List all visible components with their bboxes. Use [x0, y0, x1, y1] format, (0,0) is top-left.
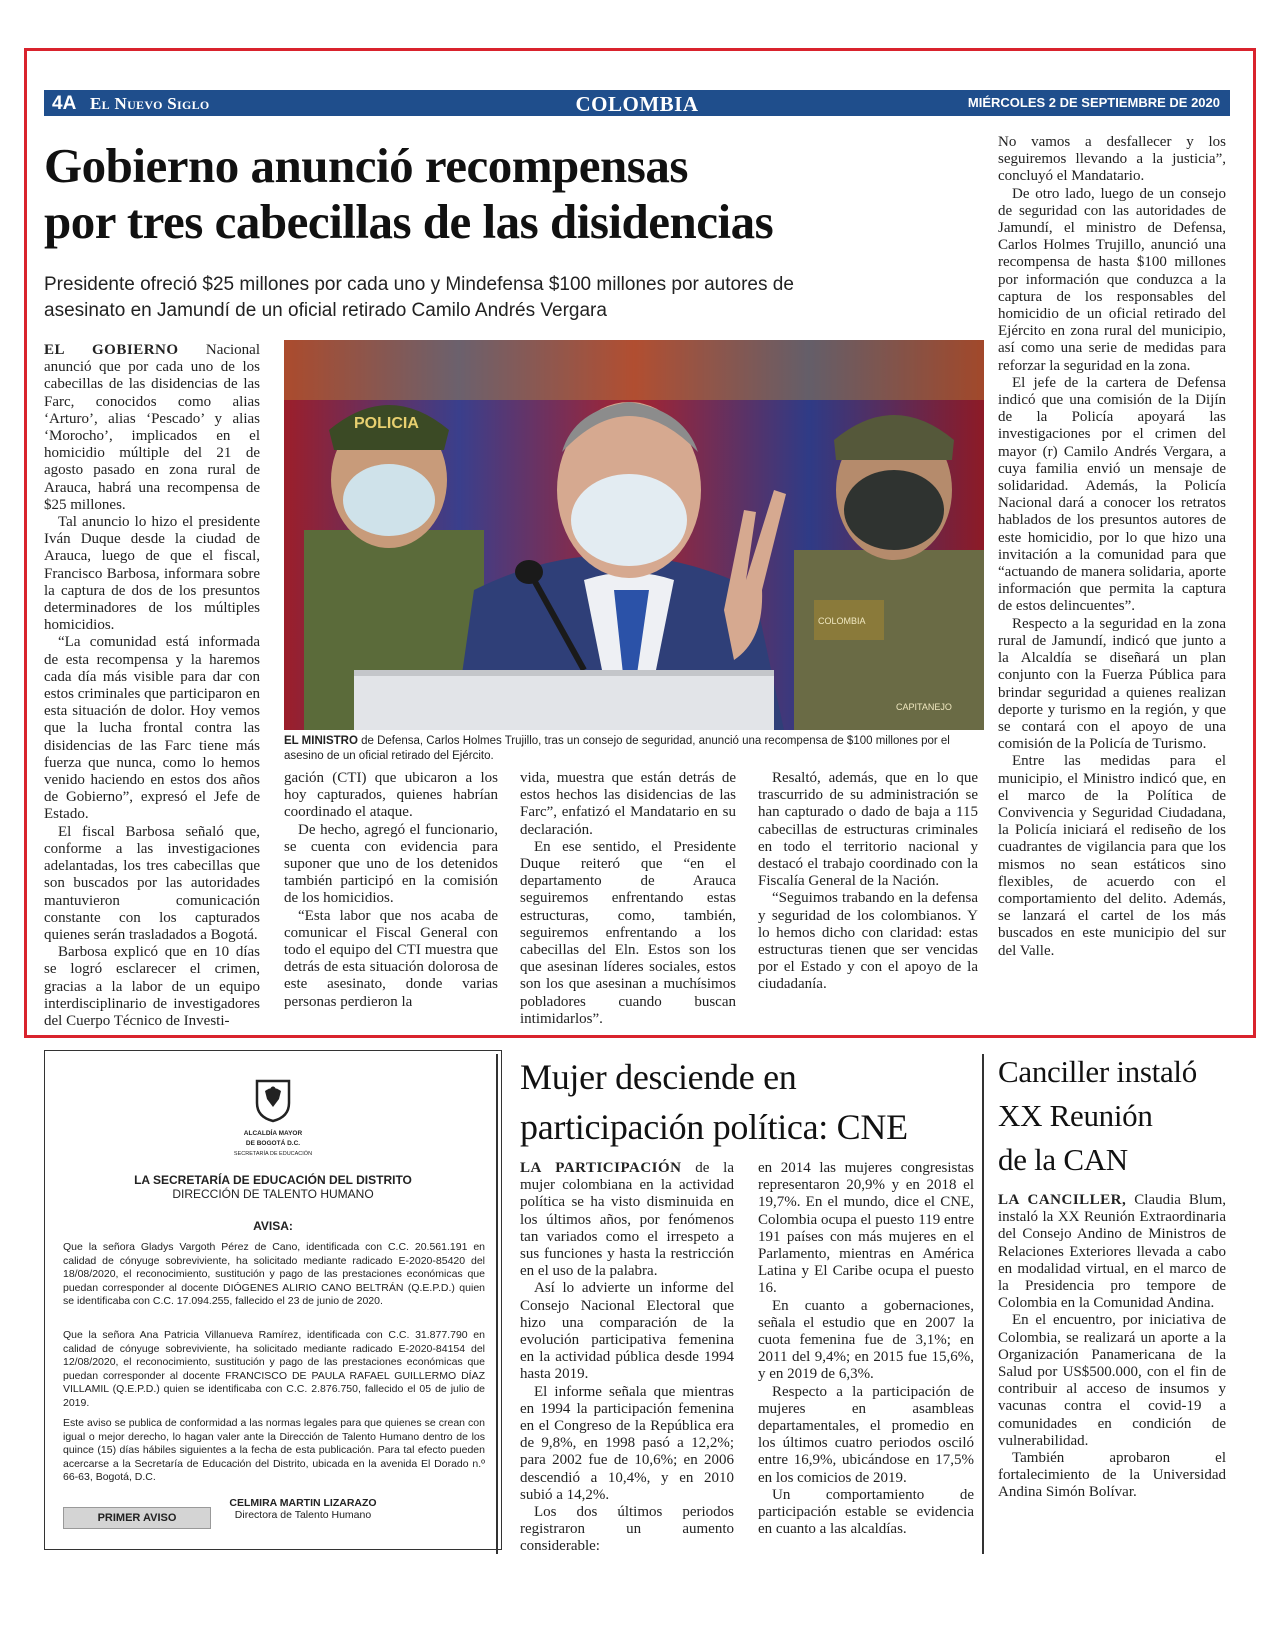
ad-heading: LA SECRETARÍA DE EDUCACIÓN DEL DISTRITO: [134, 1173, 412, 1187]
paragraph: El fiscal Barbosa señaló que, conforme a las investigaciones adelantadas, los tres cabecillas que son buscados por las autoridades mantuvieron comunicación constante con los capturados quienes serán trasladados a Bogotá.: [44, 823, 260, 943]
paragraph: en 2014 las mujeres congresistas representaron 20,9% y en 2018 el 19,7%. En el mundo, dice el CNE, Colombia ocupa el puesto 119 entre 191 países con más mujeres en el Parlamento, mientras en América Latina y El Caribe ocupa el puesto 16.: [758, 1160, 974, 1297]
main-deck: [44, 272, 974, 324]
masthead-bar: [44, 90, 1230, 116]
bogota-logo: [45, 1077, 501, 1158]
ad-paragraph: Este aviso se publica de conformidad a las normas legales para que quienes se crean con igual o mejor derecho, lo hagan valer ante la Dirección de Talento Humano dentro de los quince (15) días hábiles siguientes a la fecha de esta publicación. Para tal efecto pueden acercarse a la Secretaría de Educación del Distrito, ubicada en la avenida El Dorado n.º 66-63, Bogotá, D.C.: [63, 1417, 485, 1483]
paragraph: vida, muestra que están detrás de estos hechos las disidencias de las Farc”, enfatizó el Mandatario en su declaración.: [520, 770, 736, 838]
paragraph: Así lo advierte un informe del Consejo Nacional Electoral que hizo una comparación de la evolución participativa femenina en la actividad pública desde 1994 hasta 2019.: [520, 1280, 734, 1383]
headline-line: de la CAN: [998, 1142, 1128, 1177]
article3-column: [998, 1192, 1226, 1502]
caption-lead: EL MINISTRO: [284, 735, 358, 747]
newspaper-name: El Nuevo Siglo: [90, 94, 210, 113]
paragraph: “Seguimos trabando en la defensa y seguridad de los colombianos. Y lo hemos dicho con claridad: estas estructuras tienen que ser vencidas por el Estado y con el apoyo de la ciudadanía.: [758, 890, 978, 993]
photo-caption: [284, 734, 984, 764]
paragraph-text: Nacional anunció que por cada uno de los cabecillas de las disidencias de las Farc, conocidos como alias ‘Arturo’, alias ‘Pescado’ y alias ‘Morocho’, implicados en el homicidio múltiple del 21 de agosto pasado en zona rural de Arauca, habrá una recompensa de $25 millones.: [44, 342, 260, 513]
paragraph: “La comunidad está informada de esta recompensa y la haremos cada día más visible para dar con estos criminales que participaron en esta situación de dolor. Hoy vemos que la lucha frontal contra las disidencias de las Farc tiene más fuerza que nunca, como lo hemos venido haciendo en estos dos años de Gobierno”, expresó el Jefe de Estado.: [44, 634, 260, 823]
headline-line: por tres cabecillas de las disidencias: [44, 194, 774, 249]
paragraph-text: Claudia Blum, instaló la XX Reunión Extraordinaria del Consejo Andino de Ministros de Relaciones Exteriores llevada a cabo en modalidad virtual, en el marco de la Presidencia pro tempore de Colombia en la Comunidad Andina.: [998, 1192, 1226, 1312]
paragraph: De hecho, agregó el funcionario, se cuenta con evidencia para suponer que uno de los detenidos también participó en la comisión de los homicidios.: [284, 821, 498, 907]
ad-avisa: AVISA:: [253, 1219, 293, 1233]
lead-words: LA CANCILLER,: [998, 1192, 1127, 1208]
article1-column-1: [44, 342, 260, 1030]
article2-headline: [520, 1052, 976, 1152]
article1-column-4: [758, 770, 978, 994]
article1-column-3: [520, 770, 736, 1028]
paragraph: “Esta labor que nos acaba de comunicar el Fiscal General con todo el equipo del CTI muestra que detrás de esta situación dolorosa de este asesinato, donde varias personas perdieron la: [284, 907, 498, 1010]
article1-column-2: [284, 770, 498, 1011]
article2-column-1: [520, 1160, 734, 1556]
headline-line: Canciller instaló: [998, 1054, 1197, 1089]
paragraph: Resaltó, además, que en lo que trascurrido de su administración se han capturado o dado de baja a 115 cabecillas de estructuras criminales en todo el territorio nacional y destacó el trabajo coordinado con la Fiscalía General de la Nación.: [758, 770, 978, 890]
page-number: 4A: [52, 93, 77, 114]
paragraph: En ese sentido, el Presidente Duque reiteró que “en el departamento de Arauca seguiremos enfrentando estas estructuras, como, también, seguiremos enfrentando a los cabecillas del Eln. Estos son los que asesinan líderes sociales, estos son los que asesinan a muchísimos pobladores cuando buscan intimidarlos”.: [520, 838, 736, 1027]
paragraph: [520, 1160, 734, 1280]
deck-line: asesinato en Jamundí de un oficial retirado Camilo Andrés Vergara: [44, 300, 607, 321]
minister-photo: [284, 340, 984, 730]
article1-column-5: [998, 134, 1226, 960]
column-rule: [496, 1054, 498, 1554]
paragraph: Los dos últimos periodos registraron un aumento considerable:: [520, 1504, 734, 1555]
paragraph: También aprobaron el fortalecimiento de la Universidad Andina Simón Bolívar.: [998, 1450, 1226, 1501]
headline-line: participación política: CNE: [520, 1107, 908, 1147]
cap-label: POLICIA: [354, 415, 419, 432]
paragraph: Barbosa explicó que en 10 días se logró esclarecer el crimen, gracias a la labor de un equipo interdisciplinario de investigadores del Cuerpo Técnico de Investi-: [44, 944, 260, 1029]
paragraph: [998, 1192, 1226, 1312]
paragraph: [44, 342, 260, 514]
paragraph: El informe señala que mientras en 1994 la participación femenina en el Congreso de la República era de 9,8%, en 1998 pasó a 12,2%; para 2002 fue de 10,6%; en 2006 descendió a 10,4%, y en 2010 subió a 14,2%.: [520, 1383, 734, 1503]
headline-line: Gobierno anunció recompensas: [44, 138, 688, 193]
ad-subheading: DIRECCIÓN DE TALENTO HUMANO: [172, 1187, 374, 1201]
signature-name: CELMIRA MARTIN LIZARAZO: [229, 1497, 377, 1509]
lead-words: LA PARTICIPACIÓN: [520, 1160, 682, 1176]
paragraph: Un comportamiento de participación estable se evidencia en cuanto a las alcaldías.: [758, 1486, 974, 1538]
column-rule: [982, 1054, 984, 1554]
caption-text: de Defensa, Carlos Holmes Trujillo, tras un consejo de seguridad, anunció una recompensa de $100 millones por el asesino de un oficial retirado del Ejército.: [284, 735, 950, 762]
logo-text: DE BOGOTÁ D.C.: [245, 1140, 301, 1147]
logo-text: SECRETARÍA DE EDUCACIÓN: [233, 1151, 313, 1157]
ad-paragraph: Que la señora Ana Patricia Villanueva Ramírez, identificada con C.C. 31.877.790 en calidad de cónyuge sobreviviente, ha solicitado mediante radicado E-2020-84154 del 12/08/2020, el reconocimiento, sustitución y pago de las prestaciones económicas que puedan corresponder al docente FRANCISCO DE PAULA RAFAEL GUILLERMO DÍAZ VILLAMIL (Q.E.P.D.) quien se identificaba con C.C. 2.876.750, fallecido el 05 de julio de 2019.: [63, 1329, 485, 1409]
patch-label: COLOMBIA: [818, 616, 866, 626]
article3-headline: [998, 1050, 1226, 1182]
ad-paragraph: Que la señora Gladys Vargoth Pérez de Cano, identificada con C.C. 20.561.191 en calidad de cónyuge sobreviviente, ha solicitado mediante radicado E-2020-85420 del 18/08/2020, el reconocimiento, sustitución y pago de las prestaciones económicas que puedan corresponder al docente DIÓGENES ALIRIO CANO BELTRÁN (Q.E.P.D.) quien se identificaba con C.C. 17.094.255, fallecido el 23 de junio de 2020.: [63, 1241, 485, 1307]
paragraph: Respecto a la participación de mujeres en asambleas departamentales, el promedio en los últimos cuatro periodos osciló entre 16,9%, ubicándose en 17,5% en los comicios de 2019.: [758, 1383, 974, 1486]
paragraph: En cuanto a gobernaciones, señala el estudio que en 2007 la cuota femenina fue de 3,1%; en 2011 del 9,4%; en 2015 fue 15,6%, y en 2019 de 6,3%.: [758, 1297, 974, 1383]
section-name: COLOMBIA: [575, 92, 699, 116]
deck-line: Presidente ofreció $25 millones por cada uno y Mindefensa $100 millones por autores de: [44, 274, 794, 295]
coat-of-arms-icon: [253, 1077, 293, 1123]
signature-title: Directora de Talento Humano: [234, 1509, 372, 1521]
paragraph: No vamos a desfallecer y los seguiremos llevando a la justicia”, concluyó el Mandatario.: [998, 134, 1226, 185]
primer-aviso-badge: PRIMER AVISO: [63, 1507, 211, 1529]
photo-illustration: [284, 340, 984, 730]
paragraph: Respecto a la seguridad en la zona rural de Jamundí, indicó que junto a la Alcaldía se diseñará un plan conjunto con la Fuerza Pública para brindar seguridad a quienes realizan deporte y turismo en la región, y que se contará con el apoyo de una comisión de la Policía de Turismo.: [998, 615, 1226, 753]
legal-notice-ad: [44, 1050, 502, 1550]
paragraph: Entre las medidas para el municipio, el Ministro indicó que, en el marco de la Política de Convivencia y Seguridad Ciudadana, la Policía iniciará el rediseño de los cuadrantes de vigilancia para que los mismos no sean estáticos sino flexibles, de acuerdo con el comportamiento del delito. Además, se lanzará el cartel de los más buscados en este municipio del sur del Valle.: [998, 753, 1226, 959]
paragraph: Tal anuncio lo hizo el presidente Iván Duque desde la ciudad de Arauca, luego de que el fiscal, Francisco Barbosa, informara sobre la captura de dos de los presuntos determinadores de los múltiples homicidios.: [44, 514, 260, 634]
headline-line: XX Reunión: [998, 1098, 1153, 1133]
paragraph: gación (CTI) que ubicaron a los hoy capturados, quienes habrían coordinado el ataque.: [284, 770, 498, 821]
lead-words: EL GOBIERNO: [44, 342, 179, 358]
paragraph-text: de la mujer colombiana en la actividad política se ha visto disminuida en los últimos años, por fenómenos tan variados como el irrespeto a sus funciones y hasta la restricción en el uso de la palabra.: [520, 1160, 734, 1280]
paragraph: En el encuentro, por iniciativa de Colombia, se realizará un aporte a la Organización Panamericana de la Salud por US$500.000, con el fin de contribuir al acceso de insumos y vacunas contra el covid-19 a comunidades en condición de vulnerabilidad.: [998, 1312, 1226, 1449]
main-headline: [44, 138, 974, 250]
paragraph: El jefe de la cartera de Defensa indicó que una comisión de la Dijín de la Policía apoyará las investigaciones por el crimen del mayor (r) Camilo Andrés Vergara, a cuya familia envió un mensaje de solidaridad. Además, la Policía Nacional dará a conocer los retratos hablados de los presuntos autores de este homicidio, por lo que hizo una invitación a la comunidad para que “actuando de manera solidaria, aporte información que permita la captura de estos delincuentes”.: [998, 374, 1226, 615]
headline-line: Mujer desciende en: [520, 1057, 797, 1097]
paragraph: De otro lado, luego de un consejo de seguridad con las autoridades de Jamundí, el ministro de Defensa, Carlos Holmes Trujillo, anunció una recompensa de hasta $100 millones por información que conduzca a la captura de los responsables del homicidio de un oficial retirado del Ejército en zona rural del municipio, así como una serie de medidas para reforzar la seguridad en la zona.: [998, 185, 1226, 374]
article2-column-2: [758, 1160, 974, 1538]
logo-text: ALCALDÍA MAYOR: [243, 1130, 303, 1137]
patch-label: CAPITANEJO: [896, 702, 952, 712]
issue-date: MIÉRCOLES 2 DE SEPTIEMBRE DE 2020: [967, 95, 1220, 110]
